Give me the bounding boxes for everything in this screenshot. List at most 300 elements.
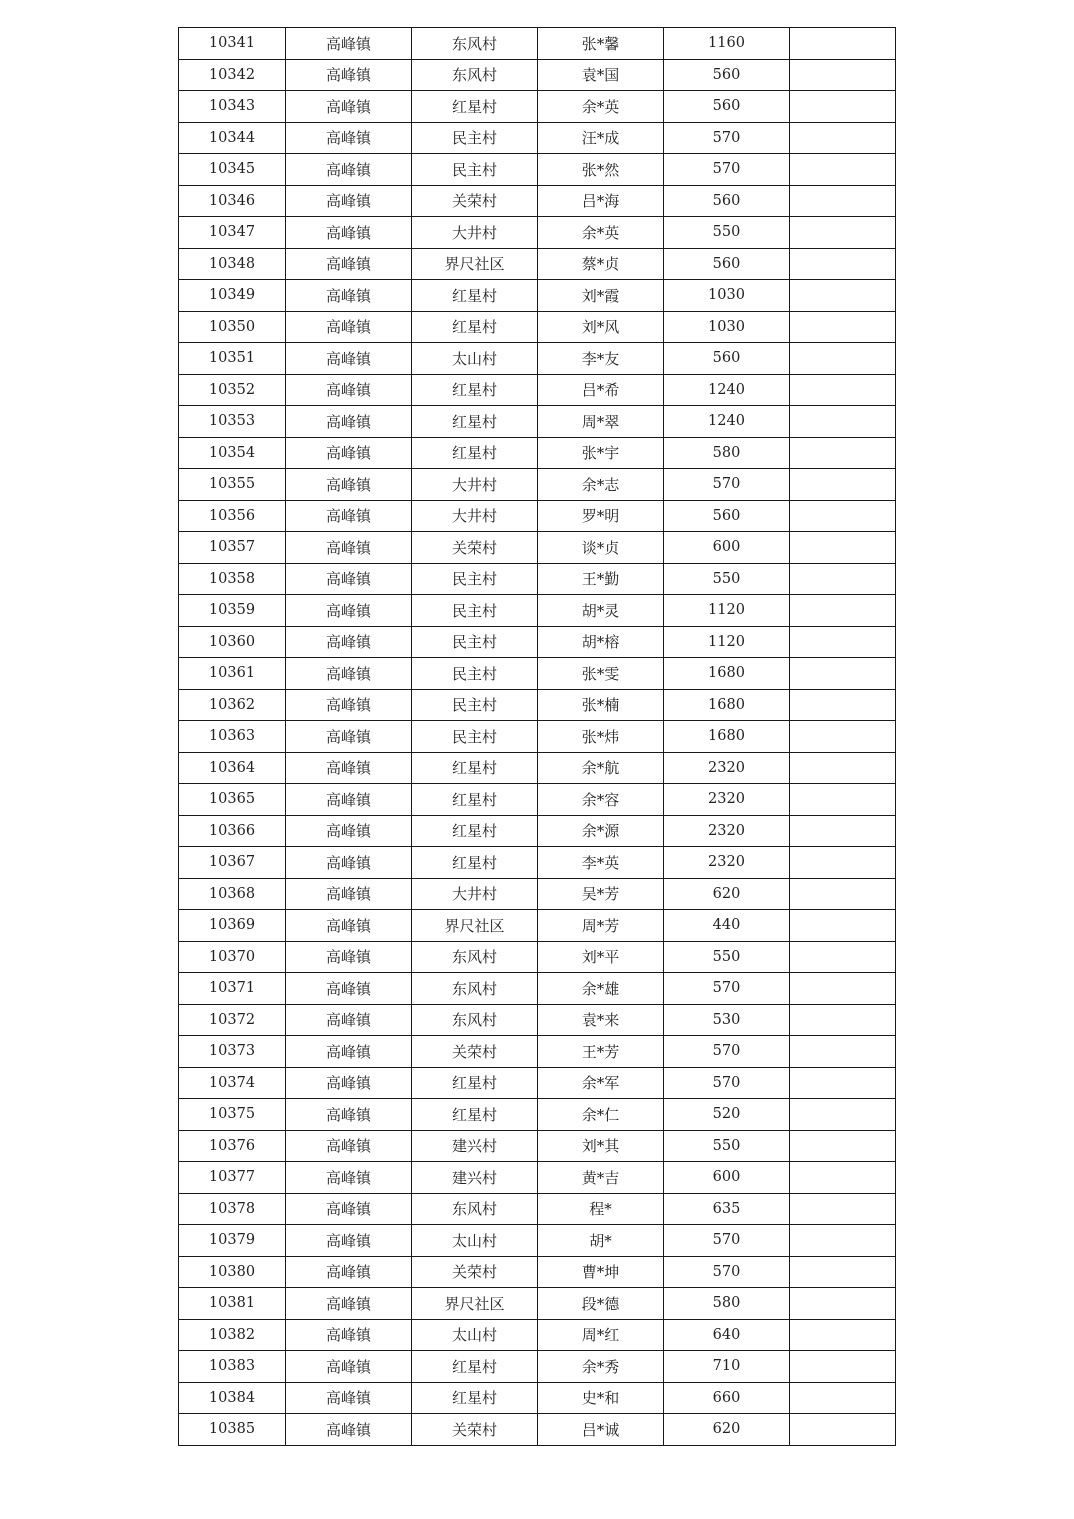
remark-cell: [790, 910, 896, 942]
village-cell: 关荣村: [412, 1256, 538, 1288]
remark-cell: [790, 1225, 896, 1257]
name-cell: 余*容: [538, 784, 664, 816]
table-row: [179, 248, 896, 280]
village-cell: 东风村: [412, 59, 538, 91]
amount-cell: 1680: [664, 658, 790, 690]
table-row: [179, 280, 896, 312]
amount-cell: 570: [664, 469, 790, 501]
record-id-cell: 10370: [179, 941, 286, 973]
village-cell: 红星村: [412, 437, 538, 469]
amount-cell: 560: [664, 500, 790, 532]
name-cell: 吴*芳: [538, 878, 664, 910]
village-cell: 红星村: [412, 91, 538, 123]
amount-cell: 570: [664, 122, 790, 154]
amount-cell: 550: [664, 563, 790, 595]
table-row: [179, 1319, 896, 1351]
town-cell: 高峰镇: [286, 1004, 412, 1036]
remark-cell: [790, 1256, 896, 1288]
record-id-cell: 10379: [179, 1225, 286, 1257]
record-id-cell: 10348: [179, 248, 286, 280]
town-cell: 高峰镇: [286, 721, 412, 753]
amount-cell: 440: [664, 910, 790, 942]
remark-cell: [790, 1162, 896, 1194]
table-row: [179, 500, 896, 532]
record-id-cell: 10382: [179, 1319, 286, 1351]
table-row: [179, 311, 896, 343]
table-row: [179, 941, 896, 973]
record-id-cell: 10353: [179, 406, 286, 438]
town-cell: 高峰镇: [286, 1319, 412, 1351]
town-cell: 高峰镇: [286, 28, 412, 60]
town-cell: 高峰镇: [286, 280, 412, 312]
town-cell: 高峰镇: [286, 563, 412, 595]
name-cell: 汪*成: [538, 122, 664, 154]
name-cell: 周*翠: [538, 406, 664, 438]
name-cell: 余*仁: [538, 1099, 664, 1131]
table-row: [179, 217, 896, 249]
town-cell: 高峰镇: [286, 878, 412, 910]
village-cell: 民主村: [412, 626, 538, 658]
remark-cell: [790, 941, 896, 973]
name-cell: 张*然: [538, 154, 664, 186]
amount-cell: 1160: [664, 28, 790, 60]
remark-cell: [790, 815, 896, 847]
name-cell: 胡*: [538, 1225, 664, 1257]
record-id-cell: 10343: [179, 91, 286, 123]
record-id-cell: 10377: [179, 1162, 286, 1194]
amount-cell: 570: [664, 154, 790, 186]
name-cell: 张*雯: [538, 658, 664, 690]
village-cell: 关荣村: [412, 185, 538, 217]
remark-cell: [790, 1382, 896, 1414]
record-id-cell: 10362: [179, 689, 286, 721]
name-cell: 余*雄: [538, 973, 664, 1005]
record-id-cell: 10372: [179, 1004, 286, 1036]
amount-cell: 2320: [664, 784, 790, 816]
town-cell: 高峰镇: [286, 815, 412, 847]
name-cell: 刘*平: [538, 941, 664, 973]
name-cell: 余*军: [538, 1067, 664, 1099]
amount-cell: 635: [664, 1193, 790, 1225]
remark-cell: [790, 973, 896, 1005]
remark-cell: [790, 563, 896, 595]
village-cell: 红星村: [412, 1099, 538, 1131]
amount-cell: 1680: [664, 689, 790, 721]
village-cell: 红星村: [412, 847, 538, 879]
town-cell: 高峰镇: [286, 1130, 412, 1162]
amount-cell: 2320: [664, 847, 790, 879]
table-row: [179, 1225, 896, 1257]
name-cell: 程*: [538, 1193, 664, 1225]
village-cell: 太山村: [412, 1225, 538, 1257]
record-id-cell: 10345: [179, 154, 286, 186]
record-id-cell: 10373: [179, 1036, 286, 1068]
remark-cell: [790, 217, 896, 249]
record-id-cell: 10355: [179, 469, 286, 501]
remark-cell: [790, 1288, 896, 1320]
table-row: [179, 1414, 896, 1446]
town-cell: 高峰镇: [286, 1067, 412, 1099]
remark-cell: [790, 28, 896, 60]
table-row: [179, 469, 896, 501]
remark-cell: [790, 91, 896, 123]
village-cell: 建兴村: [412, 1162, 538, 1194]
amount-cell: 560: [664, 59, 790, 91]
amount-cell: 580: [664, 437, 790, 469]
record-id-cell: 10368: [179, 878, 286, 910]
remark-cell: [790, 532, 896, 564]
record-id-cell: 10376: [179, 1130, 286, 1162]
record-id-cell: 10354: [179, 437, 286, 469]
village-cell: 民主村: [412, 122, 538, 154]
town-cell: 高峰镇: [286, 122, 412, 154]
record-id-cell: 10351: [179, 343, 286, 375]
remark-cell: [790, 1036, 896, 1068]
name-cell: 王*勤: [538, 563, 664, 595]
village-cell: 红星村: [412, 280, 538, 312]
name-cell: 余*航: [538, 752, 664, 784]
name-cell: 周*芳: [538, 910, 664, 942]
name-cell: 刘*霞: [538, 280, 664, 312]
remark-cell: [790, 374, 896, 406]
village-cell: 民主村: [412, 154, 538, 186]
town-cell: 高峰镇: [286, 626, 412, 658]
record-id-cell: 10361: [179, 658, 286, 690]
record-id-cell: 10358: [179, 563, 286, 595]
amount-cell: 1680: [664, 721, 790, 753]
table-row: [179, 878, 896, 910]
amount-cell: 1120: [664, 595, 790, 627]
table-row: [179, 1288, 896, 1320]
name-cell: 曹*坤: [538, 1256, 664, 1288]
amount-cell: 2320: [664, 815, 790, 847]
village-cell: 东风村: [412, 1004, 538, 1036]
table-row: [179, 28, 896, 60]
village-cell: 建兴村: [412, 1130, 538, 1162]
name-cell: 吕*海: [538, 185, 664, 217]
record-id-cell: 10342: [179, 59, 286, 91]
name-cell: 史*和: [538, 1382, 664, 1414]
village-cell: 大井村: [412, 217, 538, 249]
amount-cell: 570: [664, 1067, 790, 1099]
village-cell: 东风村: [412, 941, 538, 973]
town-cell: 高峰镇: [286, 658, 412, 690]
table-row: [179, 847, 896, 879]
town-cell: 高峰镇: [286, 406, 412, 438]
record-id-cell: 10341: [179, 28, 286, 60]
record-id-cell: 10384: [179, 1382, 286, 1414]
table-row: [179, 1130, 896, 1162]
amount-cell: 620: [664, 878, 790, 910]
amount-cell: 560: [664, 185, 790, 217]
table-row: [179, 910, 896, 942]
record-id-cell: 10381: [179, 1288, 286, 1320]
amount-cell: 620: [664, 1414, 790, 1446]
village-cell: 关荣村: [412, 532, 538, 564]
village-cell: 民主村: [412, 595, 538, 627]
record-id-cell: 10369: [179, 910, 286, 942]
record-id-cell: 10350: [179, 311, 286, 343]
remark-cell: [790, 500, 896, 532]
remark-cell: [790, 847, 896, 879]
town-cell: 高峰镇: [286, 595, 412, 627]
amount-cell: 570: [664, 1036, 790, 1068]
amount-cell: 600: [664, 1162, 790, 1194]
village-cell: 红星村: [412, 815, 538, 847]
record-id-cell: 10347: [179, 217, 286, 249]
town-cell: 高峰镇: [286, 217, 412, 249]
record-id-cell: 10352: [179, 374, 286, 406]
amount-cell: 550: [664, 941, 790, 973]
village-cell: 红星村: [412, 406, 538, 438]
amount-cell: 560: [664, 91, 790, 123]
village-cell: 红星村: [412, 1067, 538, 1099]
name-cell: 胡*榕: [538, 626, 664, 658]
remark-cell: [790, 437, 896, 469]
name-cell: 余*英: [538, 217, 664, 249]
town-cell: 高峰镇: [286, 185, 412, 217]
town-cell: 高峰镇: [286, 1288, 412, 1320]
town-cell: 高峰镇: [286, 1382, 412, 1414]
name-cell: 吕*希: [538, 374, 664, 406]
village-cell: 红星村: [412, 374, 538, 406]
record-id-cell: 10359: [179, 595, 286, 627]
remark-cell: [790, 1351, 896, 1383]
table-row: [179, 815, 896, 847]
remark-cell: [790, 721, 896, 753]
remark-cell: [790, 248, 896, 280]
amount-cell: 660: [664, 1382, 790, 1414]
table-row: [179, 1382, 896, 1414]
town-cell: 高峰镇: [286, 973, 412, 1005]
remark-cell: [790, 784, 896, 816]
remark-cell: [790, 469, 896, 501]
remark-cell: [790, 878, 896, 910]
table-row: [179, 185, 896, 217]
town-cell: 高峰镇: [286, 311, 412, 343]
remark-cell: [790, 1004, 896, 1036]
village-cell: 民主村: [412, 563, 538, 595]
village-cell: 关荣村: [412, 1036, 538, 1068]
name-cell: 张*宇: [538, 437, 664, 469]
village-cell: 界尺社区: [412, 1288, 538, 1320]
name-cell: 张*楠: [538, 689, 664, 721]
amount-cell: 2320: [664, 752, 790, 784]
table-row: [179, 973, 896, 1005]
town-cell: 高峰镇: [286, 689, 412, 721]
amount-cell: 560: [664, 343, 790, 375]
town-cell: 高峰镇: [286, 59, 412, 91]
remark-cell: [790, 1130, 896, 1162]
name-cell: 刘*其: [538, 1130, 664, 1162]
name-cell: 张*炜: [538, 721, 664, 753]
town-cell: 高峰镇: [286, 1225, 412, 1257]
town-cell: 高峰镇: [286, 532, 412, 564]
amount-cell: 1240: [664, 406, 790, 438]
amount-cell: 1030: [664, 311, 790, 343]
village-cell: 东风村: [412, 973, 538, 1005]
name-cell: 余*秀: [538, 1351, 664, 1383]
table-row: [179, 1162, 896, 1194]
remark-cell: [790, 1193, 896, 1225]
amount-cell: 580: [664, 1288, 790, 1320]
town-cell: 高峰镇: [286, 500, 412, 532]
table-row: [179, 1256, 896, 1288]
village-cell: 民主村: [412, 721, 538, 753]
name-cell: 周*红: [538, 1319, 664, 1351]
town-cell: 高峰镇: [286, 1099, 412, 1131]
town-cell: 高峰镇: [286, 784, 412, 816]
name-cell: 刘*风: [538, 311, 664, 343]
name-cell: 余*源: [538, 815, 664, 847]
name-cell: 吕*诚: [538, 1414, 664, 1446]
table-row: [179, 626, 896, 658]
remark-cell: [790, 154, 896, 186]
amount-cell: 570: [664, 1256, 790, 1288]
table-row: [179, 343, 896, 375]
amount-cell: 640: [664, 1319, 790, 1351]
amount-cell: 1120: [664, 626, 790, 658]
table-row: [179, 59, 896, 91]
record-id-cell: 10357: [179, 532, 286, 564]
table-row: [179, 154, 896, 186]
table-row: [179, 406, 896, 438]
name-cell: 袁*国: [538, 59, 664, 91]
record-id-cell: 10356: [179, 500, 286, 532]
record-id-cell: 10385: [179, 1414, 286, 1446]
remark-cell: [790, 658, 896, 690]
data-table: [178, 27, 896, 1446]
village-cell: 红星村: [412, 784, 538, 816]
amount-cell: 1240: [664, 374, 790, 406]
town-cell: 高峰镇: [286, 941, 412, 973]
table-row: [179, 689, 896, 721]
record-id-cell: 10378: [179, 1193, 286, 1225]
town-cell: 高峰镇: [286, 1351, 412, 1383]
village-cell: 大井村: [412, 469, 538, 501]
village-cell: 大井村: [412, 500, 538, 532]
remark-cell: [790, 280, 896, 312]
village-cell: 红星村: [412, 311, 538, 343]
table-row: [179, 1099, 896, 1131]
remark-cell: [790, 1099, 896, 1131]
village-cell: 关荣村: [412, 1414, 538, 1446]
name-cell: 袁*来: [538, 1004, 664, 1036]
amount-cell: 600: [664, 532, 790, 564]
town-cell: 高峰镇: [286, 154, 412, 186]
remark-cell: [790, 59, 896, 91]
table-row: [179, 91, 896, 123]
town-cell: 高峰镇: [286, 343, 412, 375]
record-id-cell: 10365: [179, 784, 286, 816]
amount-cell: 520: [664, 1099, 790, 1131]
amount-cell: 1030: [664, 280, 790, 312]
name-cell: 胡*灵: [538, 595, 664, 627]
record-id-cell: 10344: [179, 122, 286, 154]
remark-cell: [790, 406, 896, 438]
town-cell: 高峰镇: [286, 91, 412, 123]
village-cell: 东风村: [412, 28, 538, 60]
table-row: [179, 658, 896, 690]
remark-cell: [790, 185, 896, 217]
record-id-cell: 10366: [179, 815, 286, 847]
name-cell: 段*德: [538, 1288, 664, 1320]
record-id-cell: 10363: [179, 721, 286, 753]
record-id-cell: 10380: [179, 1256, 286, 1288]
name-cell: 王*芳: [538, 1036, 664, 1068]
amount-cell: 710: [664, 1351, 790, 1383]
remark-cell: [790, 626, 896, 658]
record-id-cell: 10383: [179, 1351, 286, 1383]
town-cell: 高峰镇: [286, 1256, 412, 1288]
village-cell: 太山村: [412, 343, 538, 375]
town-cell: 高峰镇: [286, 248, 412, 280]
name-cell: 李*友: [538, 343, 664, 375]
remark-cell: [790, 122, 896, 154]
town-cell: 高峰镇: [286, 437, 412, 469]
record-id-cell: 10346: [179, 185, 286, 217]
remark-cell: [790, 752, 896, 784]
table-row: [179, 1036, 896, 1068]
amount-cell: 570: [664, 973, 790, 1005]
village-cell: 红星村: [412, 1351, 538, 1383]
record-id-cell: 10375: [179, 1099, 286, 1131]
name-cell: 谈*贞: [538, 532, 664, 564]
record-id-cell: 10374: [179, 1067, 286, 1099]
amount-cell: 550: [664, 1130, 790, 1162]
village-cell: 太山村: [412, 1319, 538, 1351]
remark-cell: [790, 343, 896, 375]
table-row: [179, 1193, 896, 1225]
village-cell: 界尺社区: [412, 248, 538, 280]
town-cell: 高峰镇: [286, 847, 412, 879]
table-row: [179, 122, 896, 154]
village-cell: 红星村: [412, 1382, 538, 1414]
amount-cell: 560: [664, 248, 790, 280]
village-cell: 民主村: [412, 658, 538, 690]
town-cell: 高峰镇: [286, 910, 412, 942]
table-row: [179, 595, 896, 627]
remark-cell: [790, 1067, 896, 1099]
remark-cell: [790, 1319, 896, 1351]
table-row: [179, 1351, 896, 1383]
town-cell: 高峰镇: [286, 1162, 412, 1194]
record-id-cell: 10364: [179, 752, 286, 784]
name-cell: 黄*吉: [538, 1162, 664, 1194]
town-cell: 高峰镇: [286, 469, 412, 501]
table-row: [179, 1067, 896, 1099]
record-id-cell: 10349: [179, 280, 286, 312]
name-cell: 蔡*贞: [538, 248, 664, 280]
village-cell: 大井村: [412, 878, 538, 910]
village-cell: 界尺社区: [412, 910, 538, 942]
table-row: [179, 563, 896, 595]
remark-cell: [790, 1414, 896, 1446]
village-cell: 东风村: [412, 1193, 538, 1225]
name-cell: 余*英: [538, 91, 664, 123]
table-row: [179, 721, 896, 753]
town-cell: 高峰镇: [286, 1414, 412, 1446]
table-row: [179, 374, 896, 406]
table-row: [179, 532, 896, 564]
remark-cell: [790, 595, 896, 627]
amount-cell: 570: [664, 1225, 790, 1257]
remark-cell: [790, 689, 896, 721]
record-id-cell: 10371: [179, 973, 286, 1005]
table-row: [179, 784, 896, 816]
amount-cell: 550: [664, 217, 790, 249]
name-cell: 罗*明: [538, 500, 664, 532]
